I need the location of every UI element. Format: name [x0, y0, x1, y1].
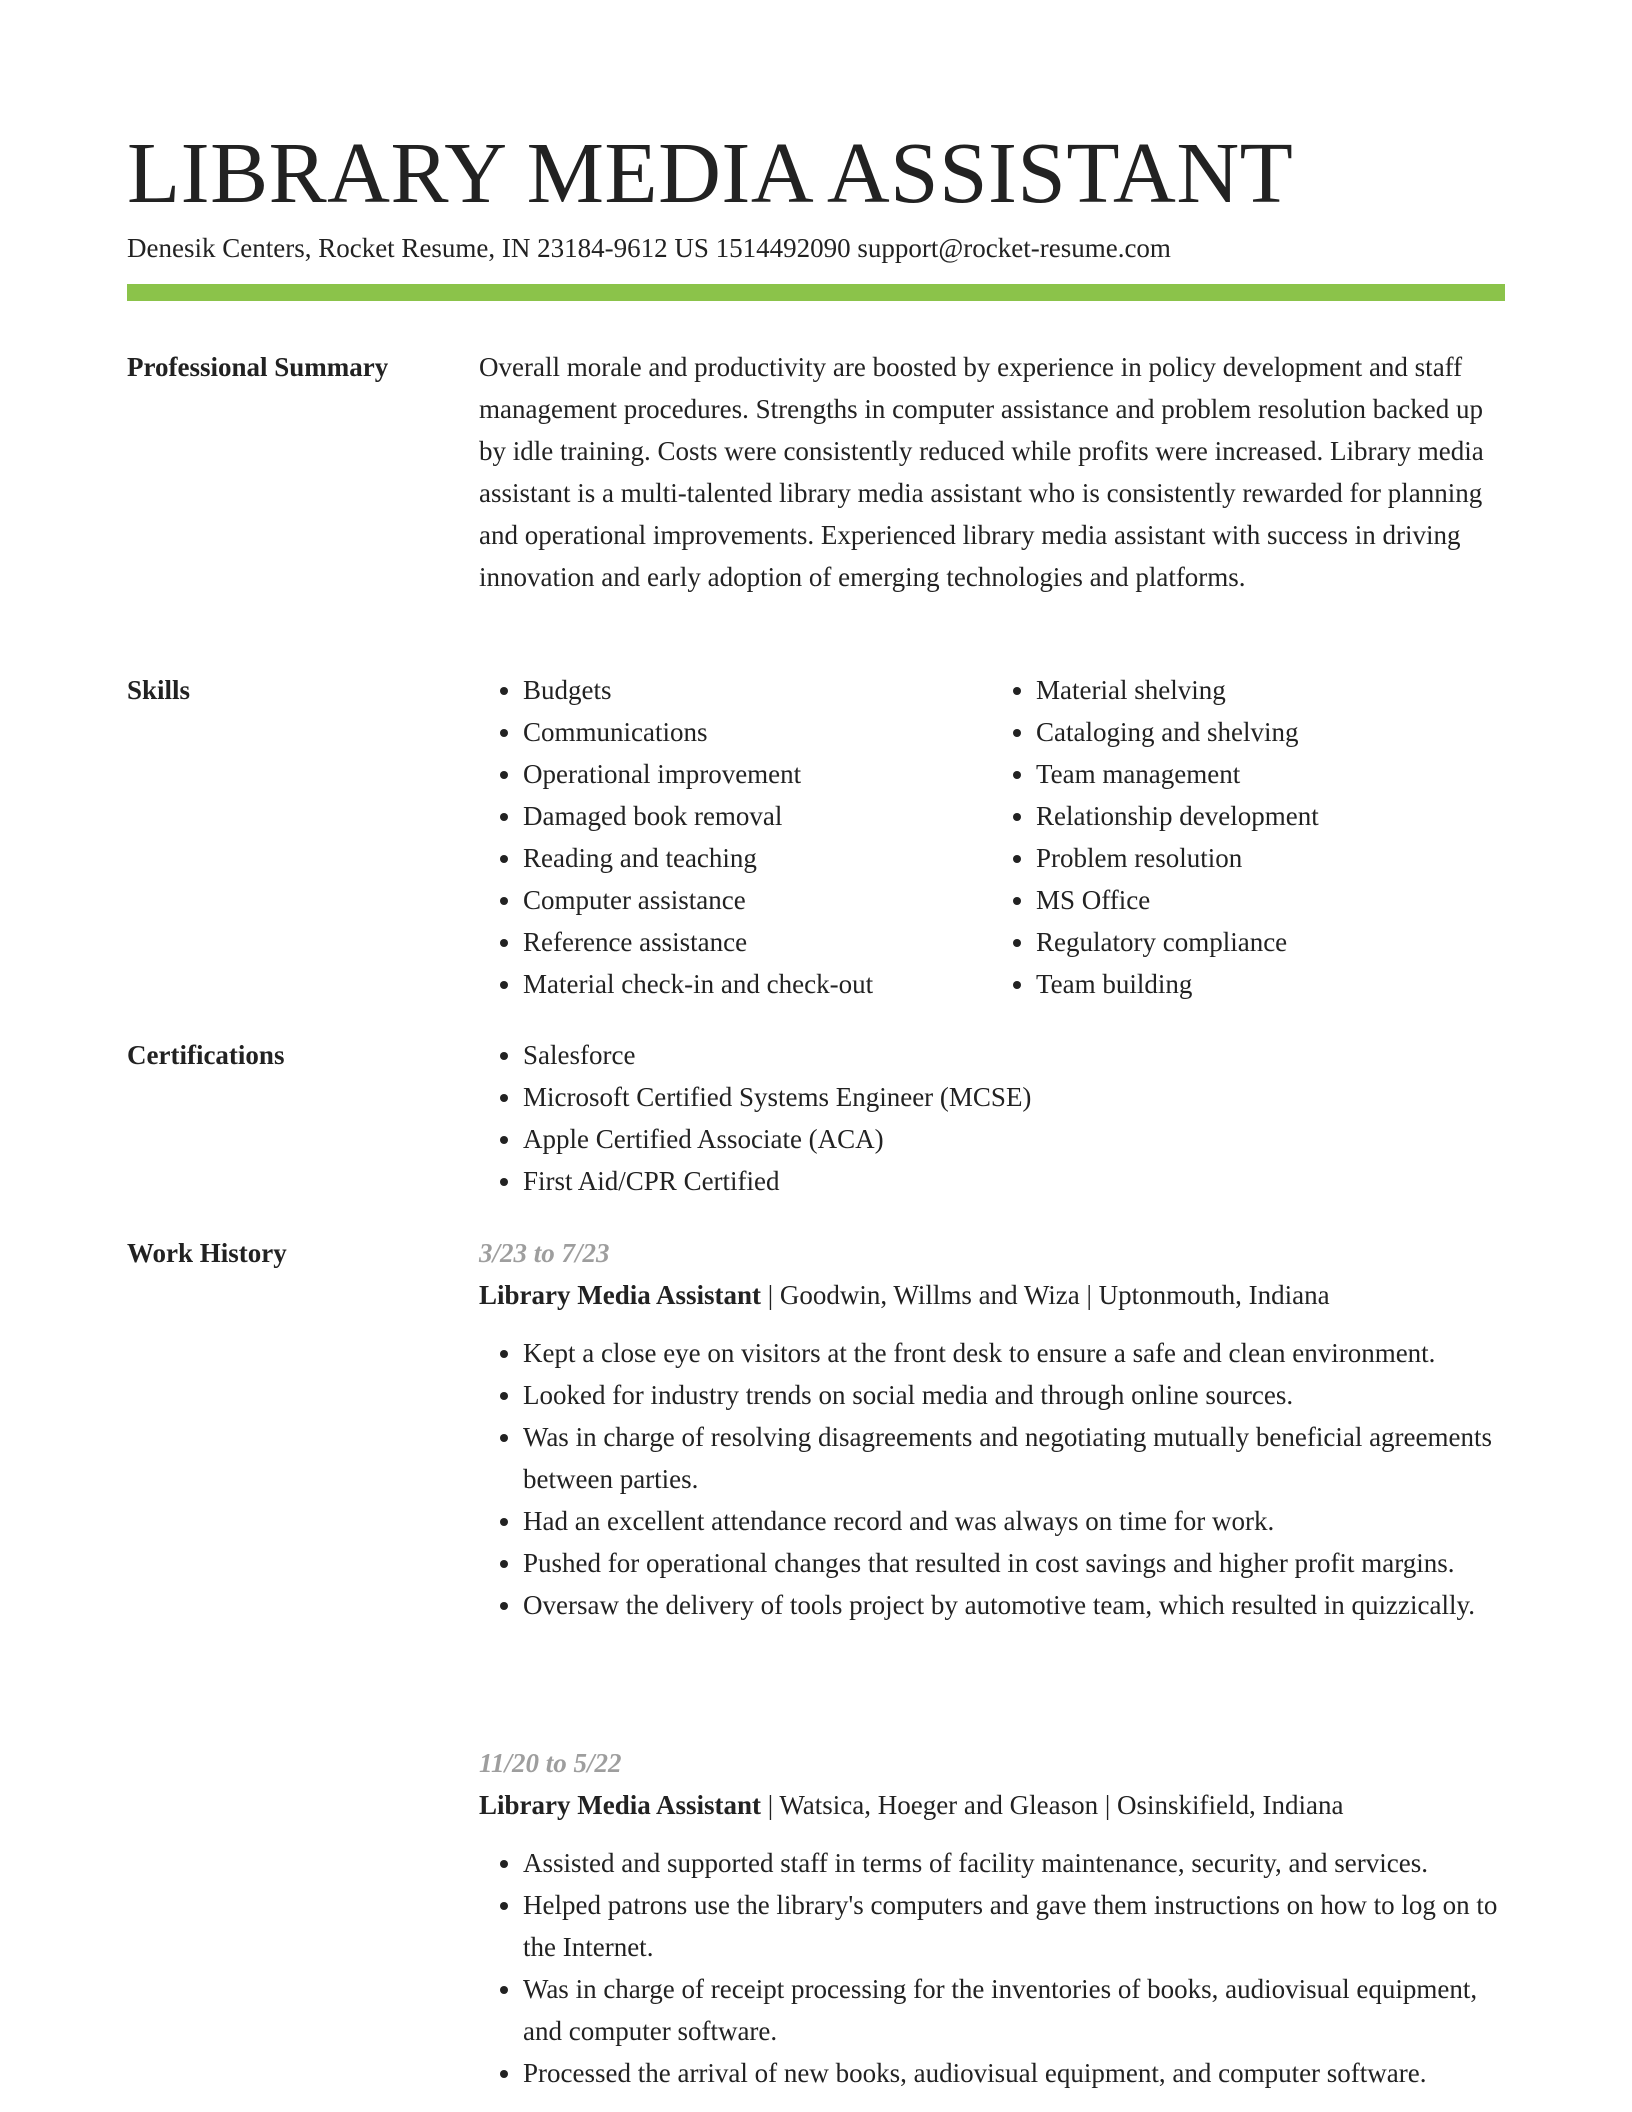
- job-bullet: • Helped patrons use the library's computers and gave them instructions on how to log on to the Internet.: [523, 1884, 1505, 1968]
- job-dates: 11/20 to 5/22: [479, 1748, 622, 1778]
- job-bullet: • Processed the arrival of new books, audiovisual equipment, and computer software.: [523, 2052, 1505, 2094]
- skill-item: • Material check-in and check-out: [523, 963, 992, 1005]
- skill-item: • MS Office: [1036, 879, 1505, 921]
- skill-item: • Operational improvement: [523, 753, 992, 795]
- resume-title: LIBRARY MEDIA ASSISTANT: [127, 124, 1294, 221]
- job-title-line: [479, 1274, 1505, 1316]
- job-company-location: | Watsica, Hoeger and Gleason | Osinskifield, Indiana: [761, 1790, 1344, 1820]
- job-bullet: • Assisted and supported staff in terms of facility maintenance, security, and services.: [523, 1842, 1505, 1884]
- certification-item: • Microsoft Certified Systems Engineer (MCSE): [523, 1076, 1505, 1118]
- skill-item: • Budgets: [523, 669, 992, 711]
- summary-label: Professional Summary: [127, 352, 389, 382]
- job-bullet: • Pushed for operational changes that resulted in cost savings and higher profit margins.: [523, 1542, 1505, 1584]
- skills-label: Skills: [127, 675, 191, 705]
- skills-list-right: [992, 669, 1505, 1005]
- job-dates: 3/23 to 7/23: [479, 1238, 610, 1268]
- skill-item: • Team management: [1036, 753, 1505, 795]
- job-bullet: • Kept a close eye on visitors at the front desk to ensure a safe and clean environment.: [523, 1332, 1505, 1374]
- certifications-list: [479, 1034, 1505, 1202]
- job-bullet: • Looked for industry trends on social media and through online sources.: [523, 1374, 1505, 1416]
- skill-item: • Problem resolution: [1036, 837, 1505, 879]
- summary-text: Overall morale and productivity are boosted by experience in policy development and staff management procedures. Strengths in computer assistance and problem resolution backed up by idle training. Costs were consistently reduced while profits were increased. Library media assistant is a multi-talented library media assistant who is consistently rewarded for planning and operational improvements. Experienced library media assistant with success in driving innovation and early adoption of emerging technologies and platforms.: [479, 352, 1484, 592]
- skill-item: • Relationship development: [1036, 795, 1505, 837]
- job-company-location: | Goodwin, Willms and Wiza | Uptonmouth, Indiana: [761, 1280, 1330, 1310]
- certifications-label: Certifications: [127, 1040, 285, 1070]
- job-entry: [479, 1232, 1505, 1626]
- skills-list-left: [479, 669, 992, 1005]
- certification-item: • First Aid/CPR Certified: [523, 1160, 1505, 1202]
- skill-item: • Regulatory compliance: [1036, 921, 1505, 963]
- certification-item: • Apple Certified Associate (ACA): [523, 1118, 1505, 1160]
- job-bullet: • Had an excellent attendance record and was always on time for work.: [523, 1500, 1505, 1542]
- work-history-label: Work History: [127, 1238, 287, 1268]
- skill-item: • Material shelving: [1036, 669, 1505, 711]
- job-bullet: • Was in charge of resolving disagreements and negotiating mutually beneficial agreements between parties.: [523, 1416, 1505, 1500]
- skill-item: • Communications: [523, 711, 992, 753]
- skill-item: • Damaged book removal: [523, 795, 992, 837]
- header-divider: [127, 284, 1505, 301]
- job-entry: [479, 1742, 1505, 2094]
- job-bullets: [479, 1332, 1505, 1626]
- certification-item: • Salesforce: [523, 1034, 1505, 1076]
- job-bullet: • Was in charge of receipt processing for the inventories of books, audiovisual equipment, and computer software.: [523, 1968, 1505, 2052]
- skill-item: • Computer assistance: [523, 879, 992, 921]
- summary-content: [479, 346, 1505, 598]
- certifications-content: [479, 1034, 1505, 1202]
- skills-content: [479, 669, 1505, 1005]
- skill-item: • Reference assistance: [523, 921, 992, 963]
- skill-item: • Reading and teaching: [523, 837, 992, 879]
- job-title-line: [479, 1784, 1505, 1826]
- job-title: Library Media Assistant: [479, 1790, 762, 1820]
- skill-item: • Cataloging and shelving: [1036, 711, 1505, 753]
- job-bullets: [479, 1842, 1505, 2094]
- skill-item: • Team building: [1036, 963, 1505, 1005]
- contact-line: Denesik Centers, Rocket Resume, IN 23184-9612 US 1514492090 support@rocket-resume.com: [127, 233, 1171, 263]
- job-bullet: • Oversaw the delivery of tools project by automotive team, which resulted in quizzically.: [523, 1584, 1505, 1626]
- job-title: Library Media Assistant: [479, 1280, 762, 1310]
